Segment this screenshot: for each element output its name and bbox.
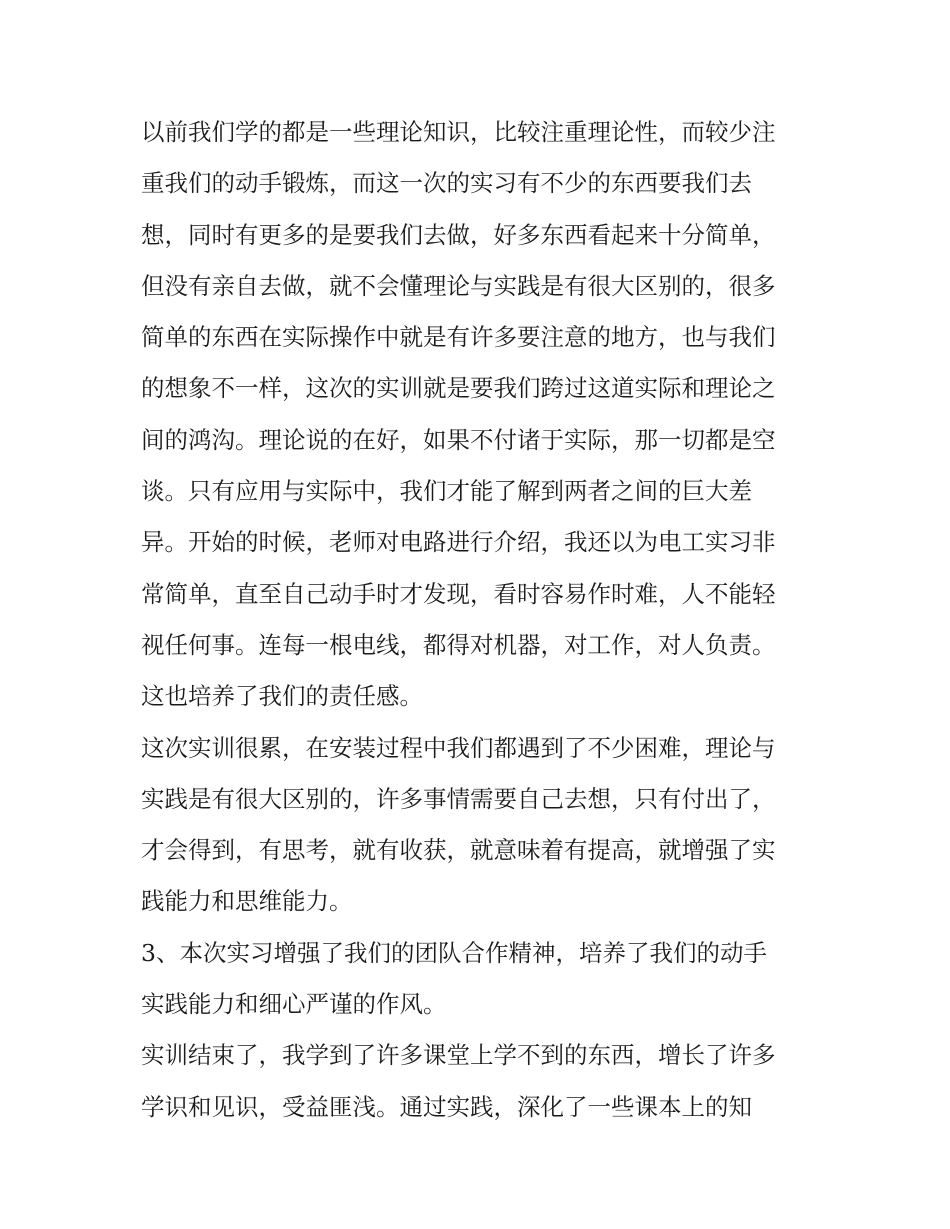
text-line: 常简单，直至自己动手时才发现，看时容易作时难，人不能轻 <box>141 579 776 608</box>
text-line: 但没有亲自去做，就不会懂理论与实践是有很大区别的，很多 <box>141 271 776 300</box>
text-line: 以前我们学的都是一些理论知识，比较注重理论性，而较少注 <box>141 118 776 146</box>
text-line: 间的鸿沟。理论说的在好，如果不付诸于实际，那一切都是空 <box>141 425 776 454</box>
text-line: 3、本次实习增强了我们的团队合作精神，培养了我们的动手 <box>141 938 767 967</box>
text-line: 视任何事。连每一根电线，都得对机器，对工作，对人负责。 <box>141 630 776 659</box>
text-line: 这次实训很累，在安装过程中我们都遇到了不少困难，理论与 <box>141 733 776 762</box>
text-line: 这也培养了我们的责任感。 <box>141 682 423 711</box>
text-line: 实训结束了，我学到了许多课堂上学不到的东西，增长了许多 <box>141 1041 776 1070</box>
text-line: 想，同时有更多的是要我们去做，好多东西看起来十分简单， <box>141 220 776 249</box>
text-line: 简单的东西在实际操作中就是有许多要注意的地方，也与我们 <box>141 323 776 352</box>
text-line: 学识和见识，受益匪浅。通过实践，深化了一些课本上的知 <box>141 1092 752 1121</box>
text-line: 实践能力和细心严谨的作风。 <box>141 990 447 1019</box>
text-line: 才会得到，有思考，就有收获，就意味着有提高，就增强了实 <box>141 836 776 865</box>
text-line: 的想象不一样，这次的实训就是要我们跨过这道实际和理论之 <box>141 374 776 403</box>
text-line: 实践是有很大区别的，许多事情需要自己去想，只有付出了， <box>141 784 776 813</box>
text-line: 践能力和思维能力。 <box>141 887 353 916</box>
text-line: 异。开始的时候，老师对电路进行介绍，我还以为电工实习非 <box>141 528 776 557</box>
text-line: 重我们的动手锻炼，而这一次的实习有不少的东西要我们去 <box>141 169 752 198</box>
body-text <box>141 107 821 1133</box>
text-line: 谈。只有应用与实际中，我们才能了解到两者之间的巨大差 <box>141 477 752 506</box>
